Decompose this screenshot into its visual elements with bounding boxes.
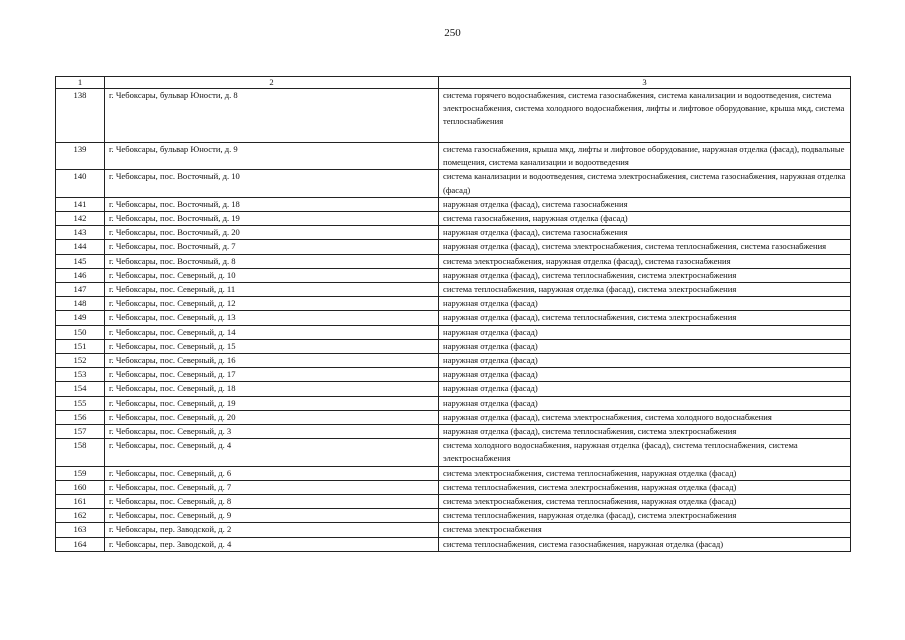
table-row [56, 339, 851, 353]
cell-systems: наружная отделка (фасад), система теплоснабжения, система электроснабжения [439, 425, 851, 439]
cell-number: 150 [56, 325, 105, 339]
cell-systems: система канализации и водоотведения, система электроснабжения, система газоснабжения, наружная отделка (фасад) [439, 170, 851, 197]
cell-address: г. Чебоксары, пос. Северный, д. 9 [105, 509, 439, 523]
table-row [56, 325, 851, 339]
cell-number: 141 [56, 197, 105, 211]
table-row [56, 495, 851, 509]
cell-systems: наружная отделка (фасад) [439, 368, 851, 382]
cell-number: 159 [56, 466, 105, 480]
column-header-address: 2 [105, 77, 439, 89]
cell-systems: система газоснабжения, наружная отделка (фасад) [439, 212, 851, 226]
cell-systems: наружная отделка (фасад) [439, 396, 851, 410]
cell-systems: система электроснабжения, наружная отделка (фасад), система газоснабжения [439, 254, 851, 268]
table-row [56, 212, 851, 226]
table-row [56, 425, 851, 439]
cell-address: г. Чебоксары, пос. Северный, д. 20 [105, 410, 439, 424]
cell-systems: наружная отделка (фасад), система электроснабжения, система теплоснабжения, система газоснабжения [439, 240, 851, 254]
cell-address: г. Чебоксары, пос. Восточный, д. 18 [105, 197, 439, 211]
cell-number: 151 [56, 339, 105, 353]
cell-number: 144 [56, 240, 105, 254]
cell-address: г. Чебоксары, пос. Восточный, д. 8 [105, 254, 439, 268]
cell-address: г. Чебоксары, пос. Северный, д. 16 [105, 354, 439, 368]
cell-address: г. Чебоксары, бульвар Юности, д. 8 [105, 89, 439, 143]
header-row [56, 77, 851, 89]
cell-address: г. Чебоксары, пос. Восточный, д. 7 [105, 240, 439, 254]
cell-number: 142 [56, 212, 105, 226]
table-row [56, 283, 851, 297]
table-row [56, 297, 851, 311]
cell-number: 152 [56, 354, 105, 368]
cell-systems: наружная отделка (фасад), система газоснабжения [439, 226, 851, 240]
cell-address: г. Чебоксары, пос. Восточный, д. 19 [105, 212, 439, 226]
cell-systems: система газоснабжения, крыша мкд, лифты и лифтовое оборудование, наружная отделка (фасад), подвальные помещения, система канализации и водоотведения [439, 143, 851, 170]
cell-number: 157 [56, 425, 105, 439]
cell-systems: наружная отделка (фасад), система электроснабжения, система холодного водоснабжения [439, 410, 851, 424]
cell-address: г. Чебоксары, пос. Восточный, д. 10 [105, 170, 439, 197]
cell-systems: наружная отделка (фасад), система газоснабжения [439, 197, 851, 211]
cell-address: г. Чебоксары, пос. Северный, д. 10 [105, 268, 439, 282]
table-row [56, 509, 851, 523]
table-row [56, 382, 851, 396]
cell-systems: система теплоснабжения, наружная отделка (фасад), система электроснабжения [439, 283, 851, 297]
table-row [56, 354, 851, 368]
cell-address: г. Чебоксары, пос. Северный, д. 17 [105, 368, 439, 382]
cell-number: 156 [56, 410, 105, 424]
table-row [56, 311, 851, 325]
table-row [56, 466, 851, 480]
cell-systems: система электроснабжения [439, 523, 851, 537]
cell-address: г. Чебоксары, пер. Заводской, д. 4 [105, 537, 439, 551]
cell-number: 162 [56, 509, 105, 523]
table-row [56, 254, 851, 268]
cell-address: г. Чебоксары, пос. Северный, д. 4 [105, 439, 439, 466]
table-row [56, 268, 851, 282]
cell-address: г. Чебоксары, пос. Северный, д. 12 [105, 297, 439, 311]
cell-number: 153 [56, 368, 105, 382]
table-row [56, 396, 851, 410]
cell-number: 158 [56, 439, 105, 466]
cell-number: 138 [56, 89, 105, 143]
cell-number: 155 [56, 396, 105, 410]
cell-number: 140 [56, 170, 105, 197]
table-row [56, 143, 851, 170]
table-row [56, 240, 851, 254]
cell-number: 149 [56, 311, 105, 325]
table-row [56, 480, 851, 494]
cell-systems: система электроснабжения, система теплоснабжения, наружная отделка (фасад) [439, 495, 851, 509]
cell-systems: наружная отделка (фасад) [439, 325, 851, 339]
column-header-systems: 3 [439, 77, 851, 89]
cell-address: г. Чебоксары, пос. Северный, д. 14 [105, 325, 439, 339]
table-row [56, 523, 851, 537]
cell-number: 161 [56, 495, 105, 509]
cell-address: г. Чебоксары, пос. Северный, д. 19 [105, 396, 439, 410]
table-row [56, 439, 851, 466]
cell-number: 145 [56, 254, 105, 268]
cell-systems: система горячего водоснабжения, система газоснабжения, система канализации и водоотведения, система электроснабжения, система холодного водоснабжения, лифты и лифтовое оборудование, крыша мкд, система теплоснабжения [439, 89, 851, 143]
cell-systems: наружная отделка (фасад), система теплоснабжения, система электроснабжения [439, 268, 851, 282]
table-body [56, 89, 851, 552]
cell-systems: наружная отделка (фасад) [439, 297, 851, 311]
table-header [56, 77, 851, 89]
cell-address: г. Чебоксары, бульвар Юности, д. 9 [105, 143, 439, 170]
table-row [56, 170, 851, 197]
table-row [56, 197, 851, 211]
cell-systems: наружная отделка (фасад), система теплоснабжения, система электроснабжения [439, 311, 851, 325]
cell-address: г. Чебоксары, пос. Восточный, д. 20 [105, 226, 439, 240]
table-row [56, 226, 851, 240]
table-row [56, 89, 851, 143]
cell-address: г. Чебоксары, пос. Северный, д. 13 [105, 311, 439, 325]
cell-address: г. Чебоксары, пос. Северный, д. 18 [105, 382, 439, 396]
housing-systems-table [55, 76, 851, 552]
cell-address: г. Чебоксары, пос. Северный, д. 8 [105, 495, 439, 509]
cell-number: 160 [56, 480, 105, 494]
cell-number: 154 [56, 382, 105, 396]
cell-number: 143 [56, 226, 105, 240]
cell-number: 139 [56, 143, 105, 170]
cell-address: г. Чебоксары, пос. Северный, д. 3 [105, 425, 439, 439]
table-row [56, 410, 851, 424]
cell-systems: система электроснабжения, система теплоснабжения, наружная отделка (фасад) [439, 466, 851, 480]
cell-systems: наружная отделка (фасад) [439, 354, 851, 368]
page-number: 250 [444, 27, 461, 39]
cell-systems: наружная отделка (фасад) [439, 339, 851, 353]
cell-number: 148 [56, 297, 105, 311]
cell-systems: система холодного водоснабжения, наружная отделка (фасад), система теплоснабжения, система электроснабжения [439, 439, 851, 466]
cell-address: г. Чебоксары, пос. Северный, д. 7 [105, 480, 439, 494]
cell-address: г. Чебоксары, пер. Заводской, д. 2 [105, 523, 439, 537]
cell-number: 163 [56, 523, 105, 537]
cell-systems: система теплоснабжения, система газоснабжения, наружная отделка (фасад) [439, 537, 851, 551]
table-row [56, 368, 851, 382]
cell-systems: система теплоснабжения, наружная отделка (фасад), система электроснабжения [439, 509, 851, 523]
cell-systems: система теплоснабжения, система электроснабжения, наружная отделка (фасад) [439, 480, 851, 494]
cell-number: 164 [56, 537, 105, 551]
cell-address: г. Чебоксары, пос. Северный, д. 11 [105, 283, 439, 297]
cell-number: 146 [56, 268, 105, 282]
table-row [56, 537, 851, 551]
cell-number: 147 [56, 283, 105, 297]
cell-address: г. Чебоксары, пос. Северный, д. 15 [105, 339, 439, 353]
column-header-number: 1 [56, 77, 105, 89]
cell-address: г. Чебоксары, пос. Северный, д. 6 [105, 466, 439, 480]
cell-systems: наружная отделка (фасад) [439, 382, 851, 396]
